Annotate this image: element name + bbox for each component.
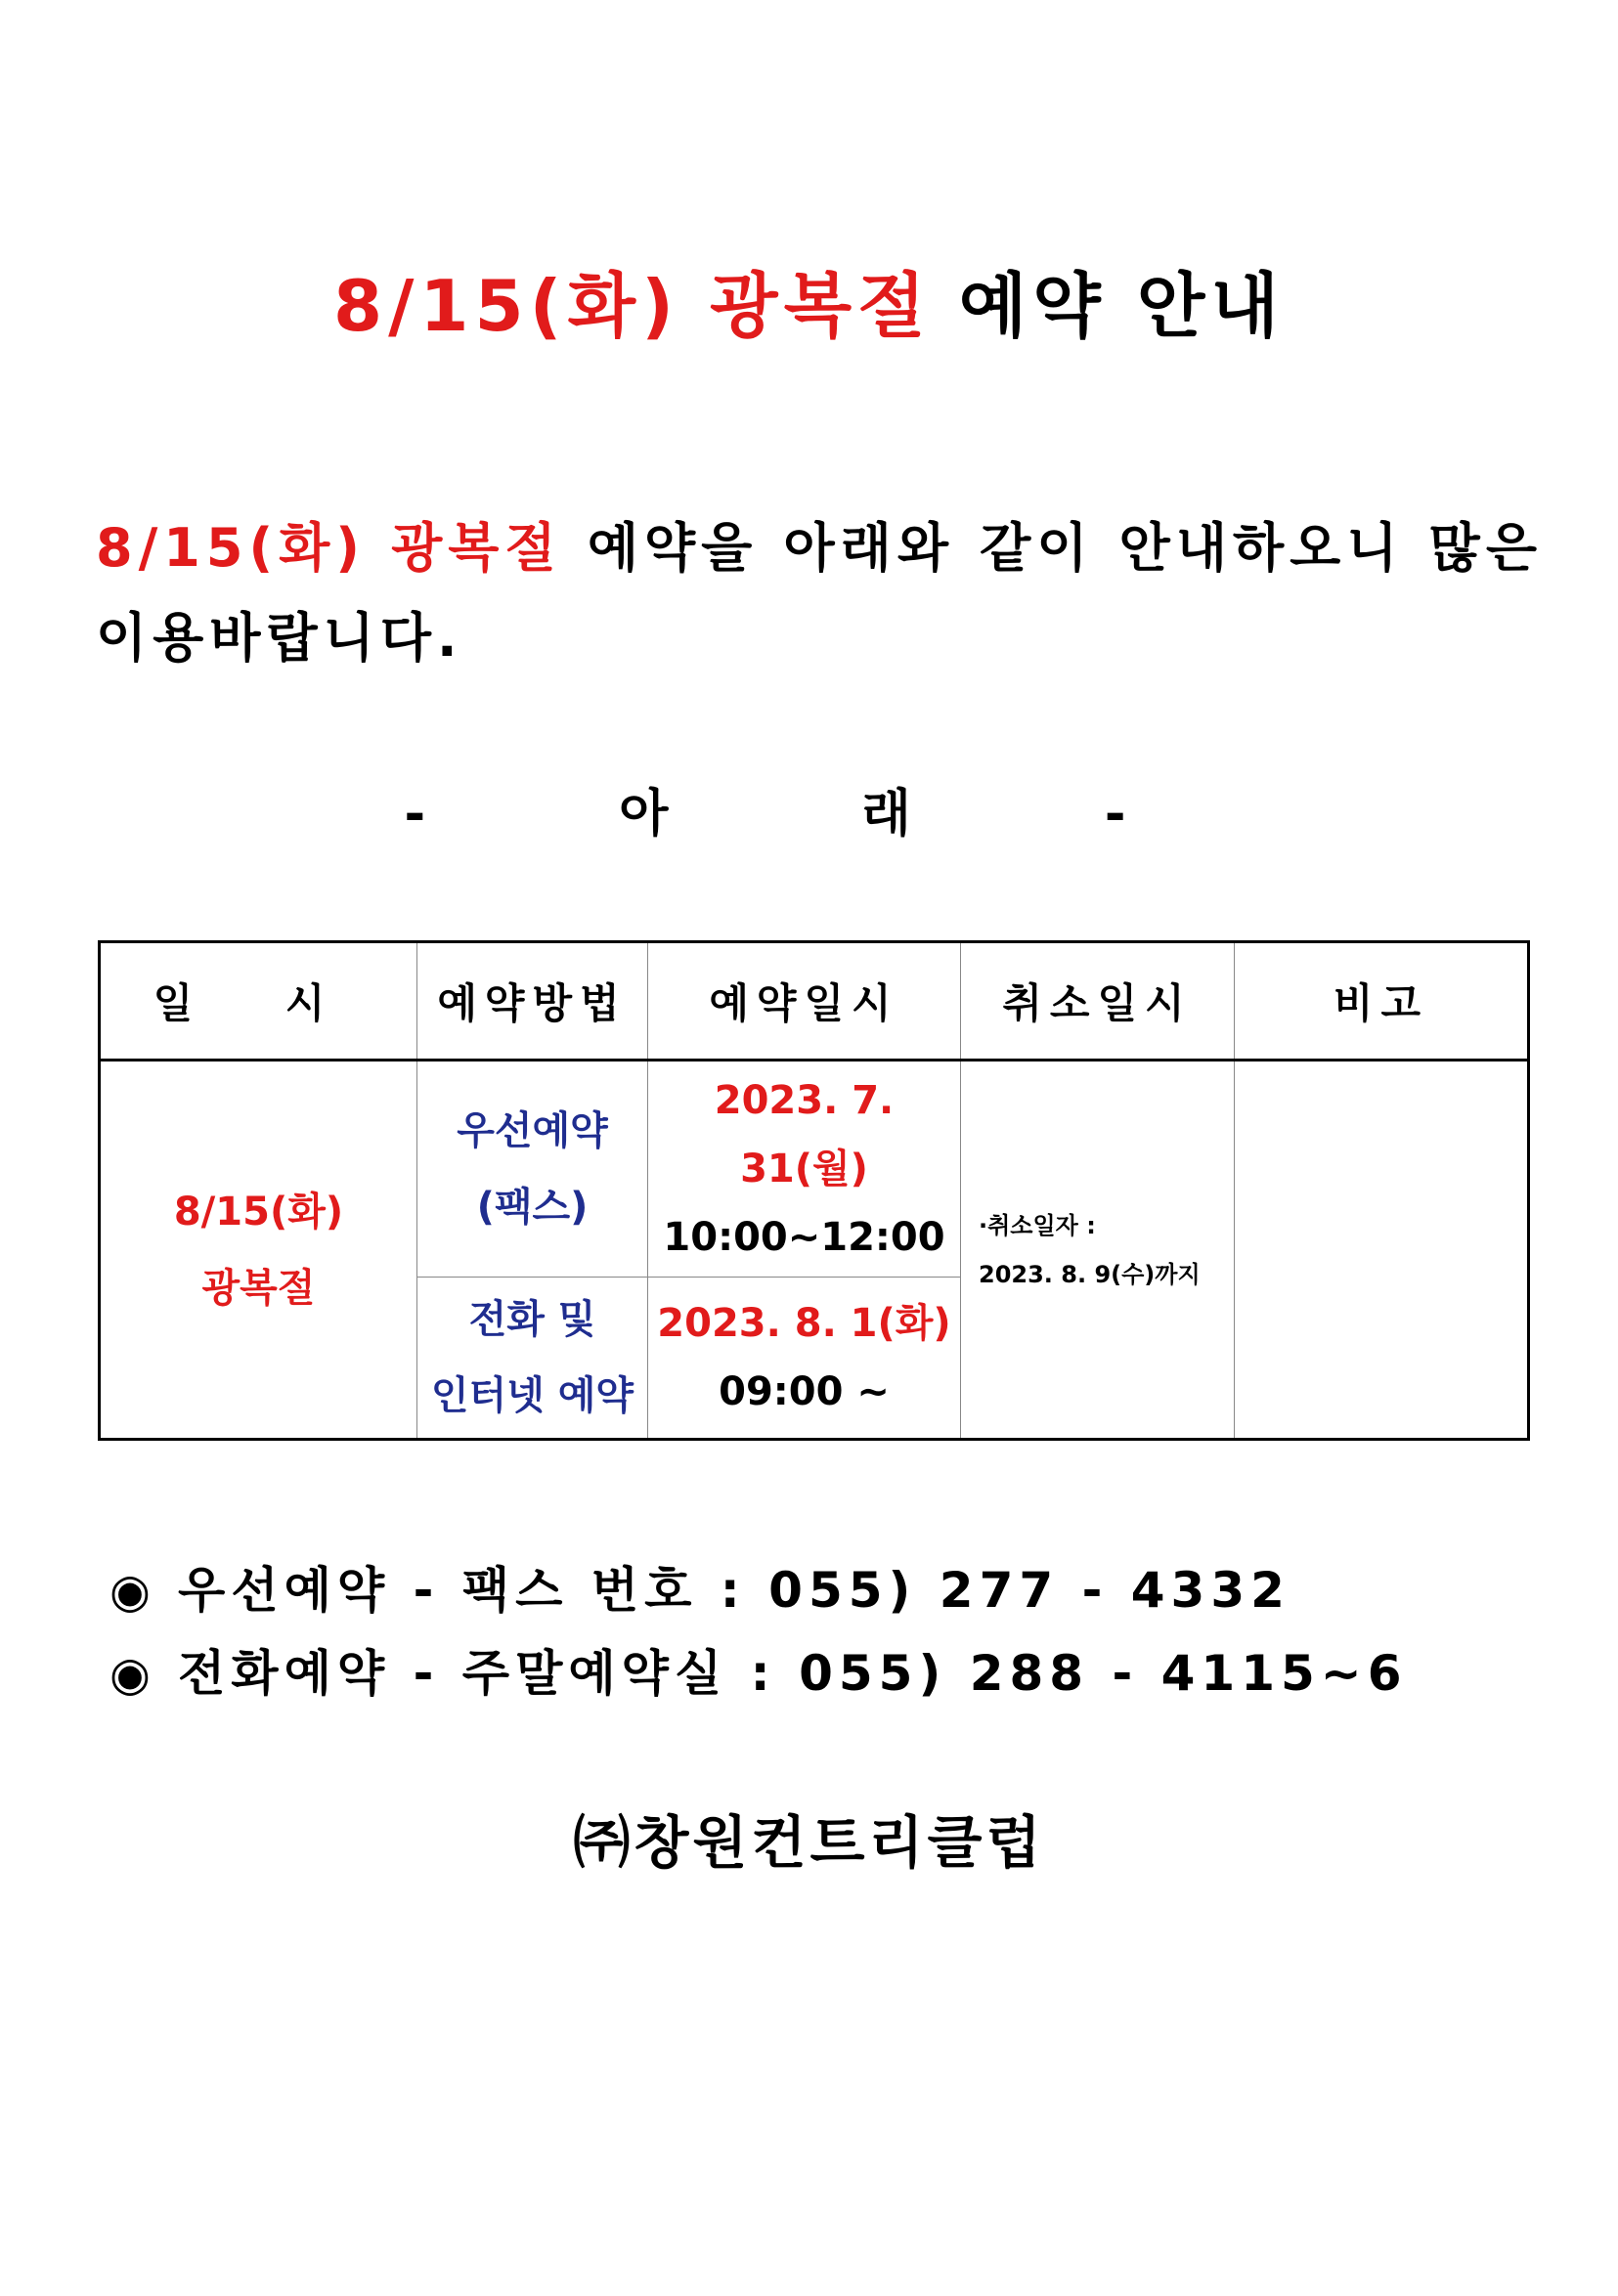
- reservation-date: 2023. 8. 1(화): [657, 1301, 951, 1347]
- method-line-2: 인터넷 예약: [430, 1373, 634, 1419]
- table-header-row: [100, 942, 1529, 1061]
- event-name: 광복절: [201, 1265, 316, 1311]
- below-heading: - 아 래 -: [404, 785, 1214, 844]
- contact-fax-row: [109, 1549, 1478, 1632]
- intro-line-2: 이용바랍니다.: [96, 607, 463, 669]
- contact-list: [109, 1549, 1478, 1715]
- page-title: [0, 249, 1618, 351]
- bullet-icon: ◉: [109, 1647, 156, 1702]
- event-date-cell: [100, 1061, 417, 1440]
- method-cell: [417, 1278, 648, 1440]
- cancel-deadline: 2023. 8. 9(수)까지: [979, 1260, 1201, 1288]
- contact-phone-text: 전화예약 - 주말예약실 : 055) 288 - 4115~6: [178, 1645, 1408, 1702]
- table-row: [100, 1061, 1529, 1278]
- reservation-date: 2023. 7. 31(월): [714, 1078, 895, 1192]
- bullet-icon: ◉: [109, 1564, 156, 1619]
- reservation-hours: 09:00 ~: [719, 1369, 890, 1415]
- contact-phone-row: [109, 1632, 1478, 1715]
- header-remarks: 비고: [1235, 942, 1529, 1061]
- intro-paragraph: [96, 503, 1543, 683]
- method-line-1: 우선예약: [457, 1108, 608, 1154]
- header-date: 일 시: [100, 942, 417, 1061]
- event-date: 8/15(화): [173, 1189, 344, 1235]
- header-cancel-time: 취소일시: [961, 942, 1235, 1061]
- reservation-schedule-table: [98, 940, 1530, 1441]
- contact-fax-text: 우선예약 - 팩스 번호 : 055) 277 - 4332: [178, 1562, 1290, 1619]
- intro-date-holiday: 8/15(화) 광복절: [96, 517, 562, 579]
- company-name: ㈜창원컨트리클럽: [573, 1809, 1045, 1876]
- reservation-time-cell: [648, 1061, 961, 1278]
- title-reservation-notice: 예약 안내: [958, 265, 1285, 347]
- header-method: 예약방법: [417, 942, 648, 1061]
- remarks-cell: [1235, 1061, 1529, 1440]
- header-reservation-time: 예약일시: [648, 942, 961, 1061]
- cancel-time-cell: [961, 1061, 1235, 1440]
- reservation-time-cell: [648, 1278, 961, 1440]
- method-cell: [417, 1061, 648, 1278]
- reservation-hours: 10:00~12:00: [663, 1215, 945, 1261]
- method-line-2: (팩스): [476, 1185, 589, 1231]
- method-line-1: 전화 및: [468, 1297, 596, 1343]
- title-date-holiday: 8/15(화) 광복절: [333, 265, 932, 347]
- intro-line-1: [96, 503, 1543, 593]
- intro-line-1-text: 예약을 아래와 같이 안내하오니 많은: [587, 517, 1543, 579]
- cancel-label: ·취소일자 :: [979, 1211, 1096, 1239]
